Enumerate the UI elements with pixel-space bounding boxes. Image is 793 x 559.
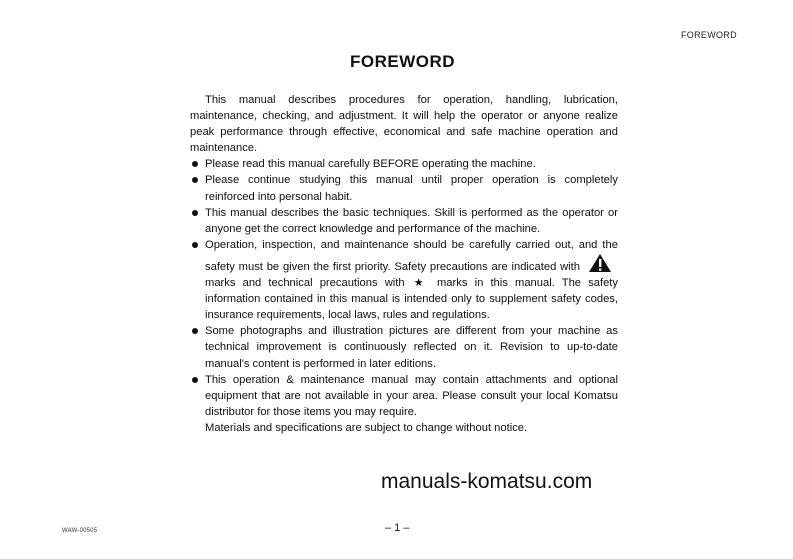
closing-note: Materials and specifications are subject to change without notice. [205,421,528,434]
page-number: – 1 – [385,522,410,534]
document-code: WAW-00505 [62,528,98,534]
bullet-item [190,156,618,172]
page-title-text: FOREWORD [349,52,456,71]
bullet-icon [192,242,198,248]
bullet-item-safety [190,237,618,323]
bullet-text: marks and technical precautions with [205,277,405,290]
intro-paragraph: This manual describes procedures for operation, handling, lubrication, maintenance, checking, and adjustment. It will help the operator or anyone realize peak performance through effective, economical and safe machine operation and maintenance. [190,94,618,155]
running-header: FOREWORD [681,30,737,40]
bullet-text: This manual describes the basic techniques. Skill is performed as the operator or anyone get the correct knowledge and performance of the machine. [205,206,618,235]
bullet-text: marks in this manual. The safety information contained in this manual is intended only to supplement safety codes, insurance requirements, local laws, rules and regulations. [205,277,619,322]
star-icon: ★ [413,277,428,290]
bullet-icon [192,177,198,183]
bullet-text: Please continue studying this manual until proper operation is completely reinforced into personal habit. [205,174,618,203]
bullet-text: This operation & maintenance manual may contain attachments and optional equipment that are not available in your area. Please consult your local Komatsu distributor for those items you may require. [205,373,618,418]
bullet-text: Please read this manual carefully BEFORE operating the machine. [205,158,536,171]
page-title [0,52,793,72]
bullet-list [190,156,618,420]
bullet-item [190,372,618,420]
bullet-icon [192,377,198,383]
bullet-item [190,205,618,237]
bullet-text: Some photographs and illustration pictures are different from your machine as technical improvement is continuously reflected on it. Revision to up-to-date manual's content is performed in later editions. [205,325,618,370]
bullet-item [190,323,618,371]
foreword-body [190,92,618,436]
bullet-icon [192,161,198,167]
watermark-link[interactable]: manuals-komatsu.com [381,470,593,493]
bullet-item [190,172,618,204]
bullet-icon [192,210,198,216]
bullet-text: Operation, inspection, and maintenance should be carefully carried out, and the safety must be given the first priority. Safety precautions are indicated with [205,238,618,273]
warning-triangle-icon [588,253,612,273]
bullet-icon [192,328,198,334]
